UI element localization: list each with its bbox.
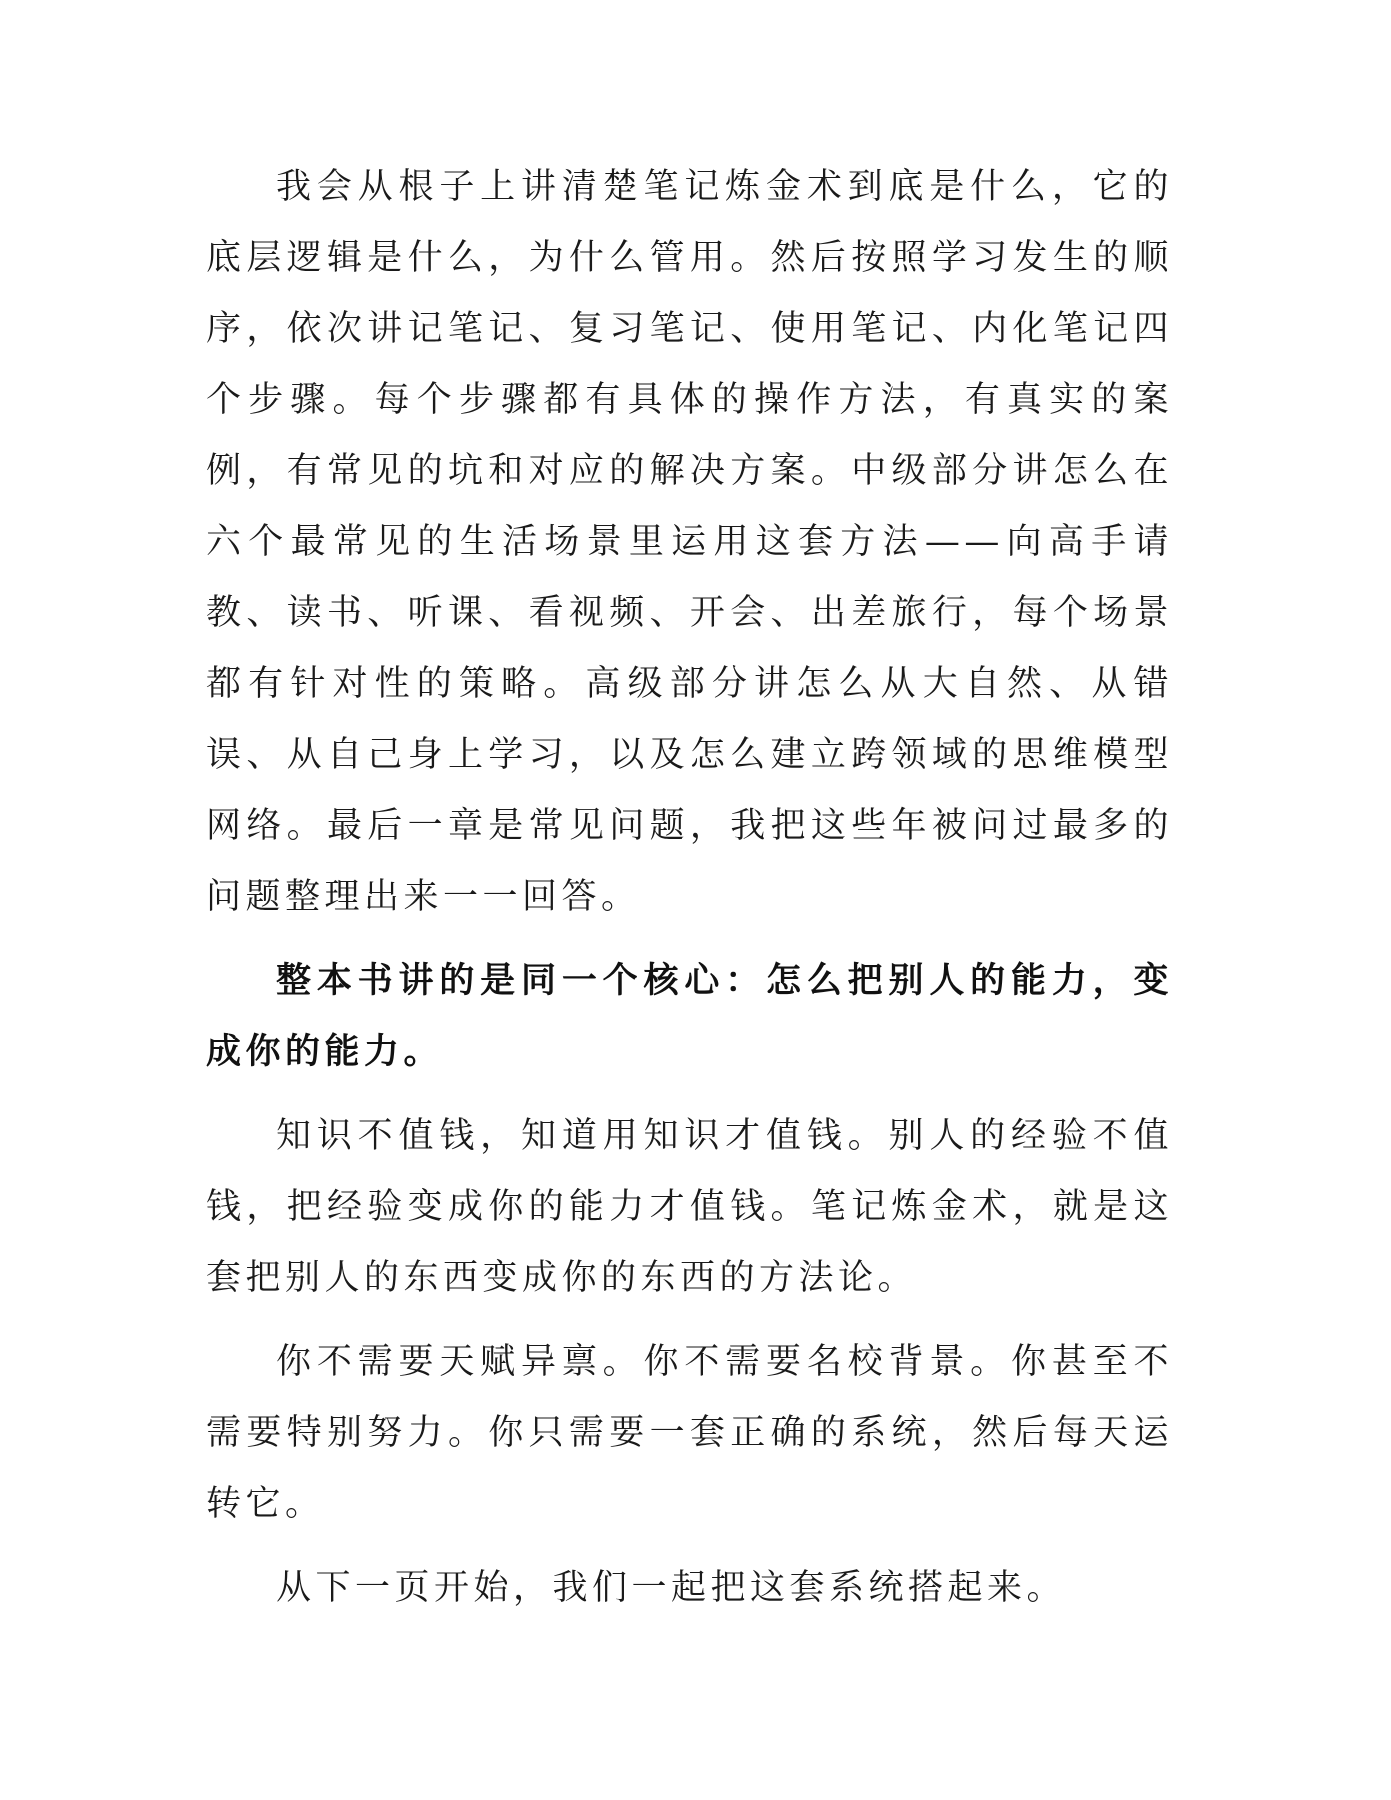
document-page bbox=[206, 152, 1173, 1624]
paragraph-book-overview: 我会从根子上讲清楚笔记炼金术到底是什么，它的底层逻辑是什么，为什么管用。然后按照学习发生的顺序，依次讲记笔记、复习笔记、使用笔记、内化笔记四个步骤。每个步骤都有具体的操作方法，有真实的案例，有常见的坑和对应的解决方案。中级部分讲怎么在六个最常见的生活场景里运用这套方法——向高手请教、读书、听课、看视频、开会、出差旅行，每个场景都有针对性的策略。高级部分讲怎么从大自然、从错误、从自己身上学习，以及怎么建立跨领域的思维模型网络。最后一章是常见问题，我把这些年被问过最多的问题整理出来一一回答。 bbox=[206, 167, 1173, 917]
paragraph-no-talent-needed: 你不需要天赋异禀。你不需要名校背景。你甚至不需要特别努力。你只需要一套正确的系统，然后每天运转它。 bbox=[206, 1342, 1173, 1524]
paragraph-knowledge-value: 知识不值钱，知道用知识才值钱。别人的经验不值钱，把经验变成你的能力才值钱。笔记炼金术，就是这套把别人的东西变成你的东西的方法论。 bbox=[206, 1116, 1173, 1298]
paragraph-core-idea: 整本书讲的是同一个核心：怎么把别人的能力，变成你的能力。 bbox=[206, 961, 1173, 1072]
paragraph-next-page: 从下一页开始，我们一起把这套系统搭起来。 bbox=[276, 1568, 1067, 1608]
